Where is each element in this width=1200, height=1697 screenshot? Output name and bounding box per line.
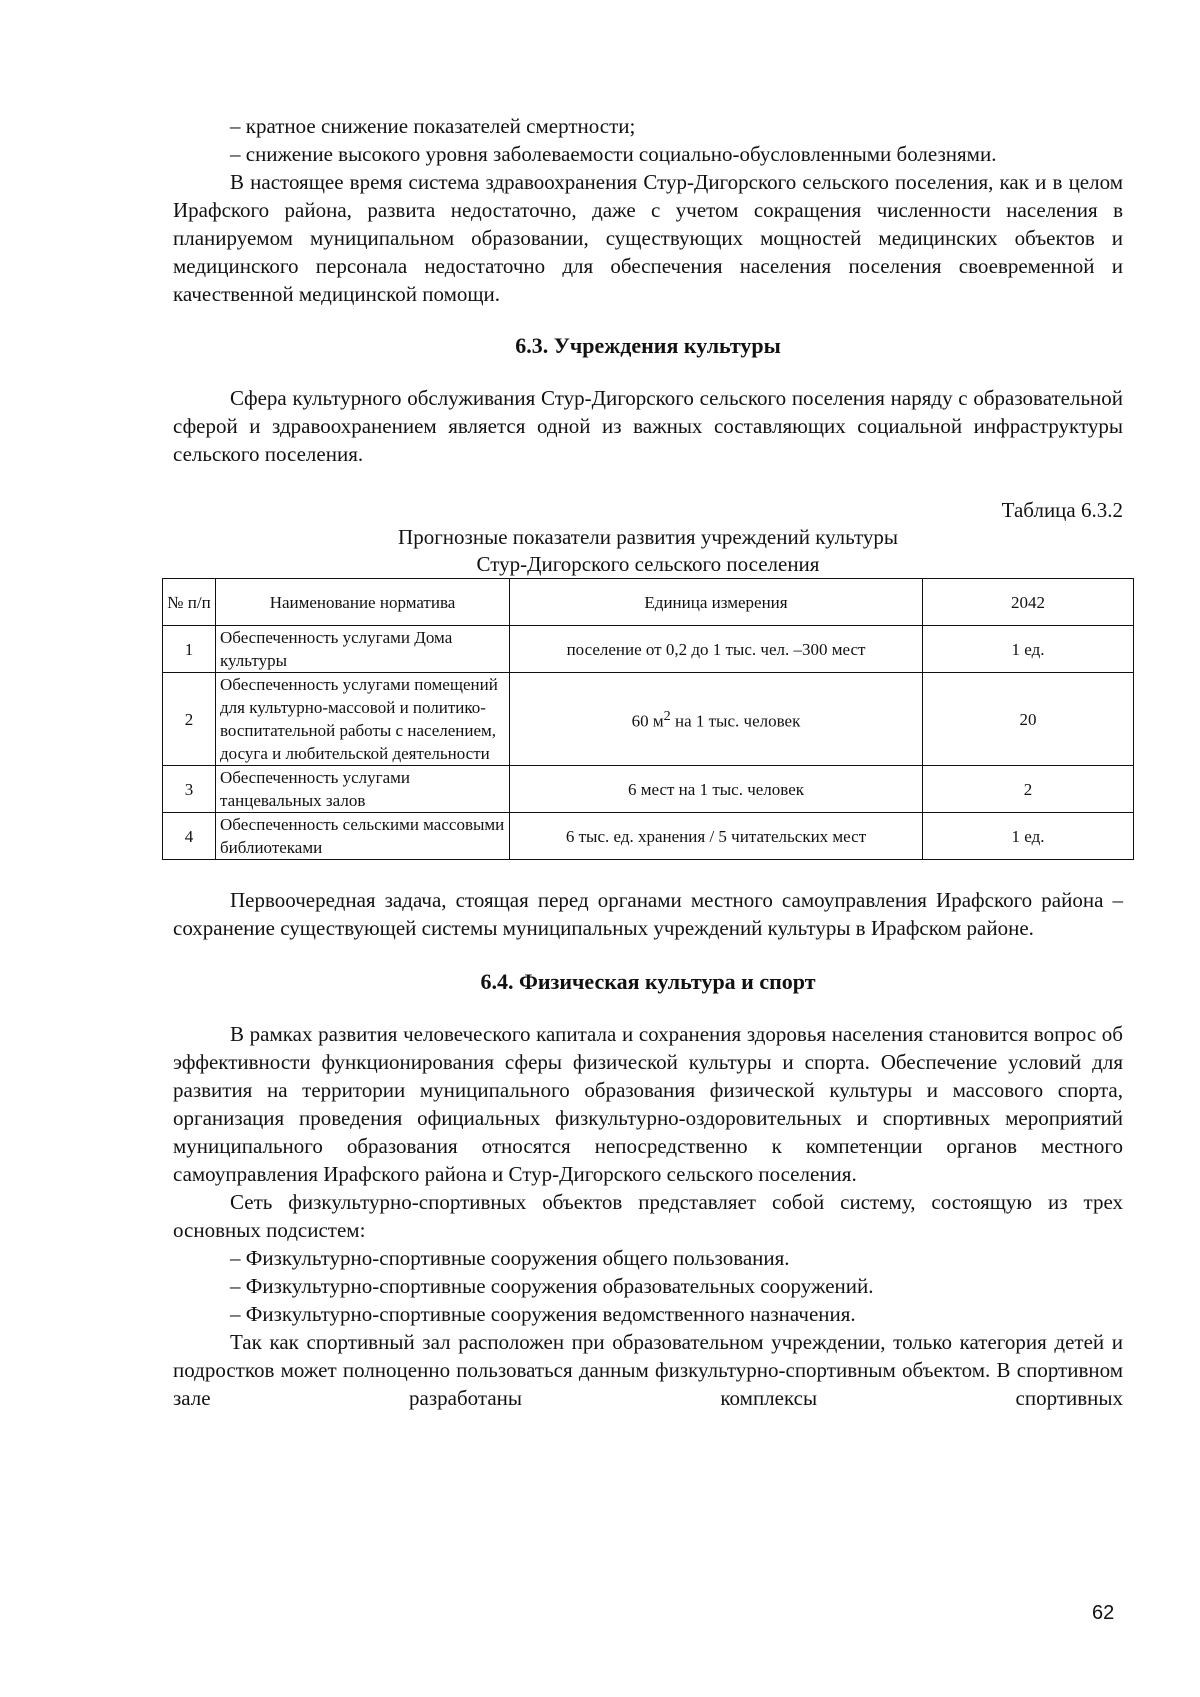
table-header-row xyxy=(163,579,1134,626)
sport-list-item: – Физкультурно-спортивные сооружения ведомственного назначения. xyxy=(230,1302,856,1326)
unit-suffix: на 1 тыс. человек xyxy=(670,711,801,731)
table-row xyxy=(163,673,1134,766)
row-unit: 6 мест на 1 тыс. человек xyxy=(510,766,923,813)
row-num: 1 xyxy=(163,626,216,673)
sport-paragraph: В рамках развития человеческого капитала и сохранения здоровья населения становится вопрос об эффективности функционирования сферы физической культуры и спорта. Обеспечение условий для развития на территории муниципального образования физической культуры и массового спорта, организация проведения официальных физкультурно-оздоровительных и спортивных мероприятий муниципального образования относятся непосредственно к компетенции органов местного самоуправления Ирафского района и Стур-Дигорского сельского поселения. xyxy=(173,1022,1123,1186)
row-value: 2 xyxy=(923,766,1134,813)
row-unit: поселение от 0,2 до 1 тыс. чел. –300 мест xyxy=(510,626,923,673)
healthcare-paragraph: В настоящее время система здравоохранения Стур-Дигорского сельского поселения, как и в целом Ирафского района, развита недостаточно, даже с учетом сокращения численности населения в планируемом муниципальном образовании, существующих мощностей медицинских объектов и медицинского персонала недостаточно для обеспечения населения поселения своевременной и качественной медицинской помощи. xyxy=(173,170,1123,306)
sport-network-paragraph: Сеть физкультурно-спортивных объектов представляет собой систему, состоящую из трех основных подсистем: xyxy=(173,1190,1123,1242)
table-caption-line1: Прогнозные показатели развития учреждений культуры xyxy=(398,525,898,549)
row-value: 20 xyxy=(923,673,1134,766)
table-row xyxy=(163,766,1134,813)
unit-prefix: 60 м xyxy=(631,711,664,731)
culture-task-paragraph: Первоочередная задача, стоящая перед органами местного самоуправления Ирафского района – сохранение существующей системы муниципальных учреждений культуры в Ирафском районе. xyxy=(173,888,1123,940)
row-num: 4 xyxy=(163,813,216,860)
table-number: Таблица 6.3.2 xyxy=(1001,498,1123,522)
page-number: 62 xyxy=(1092,1602,1115,1624)
culture-paragraph: Сфера культурного обслуживания Стур-Дигорского сельского поселения наряду с образовательной сферой и здравоохранением является одной из важных составляющих социальной инфраструктуры сельского поселения. xyxy=(173,386,1123,466)
row-unit: 6 тыс. ед. хранения / 5 читательских мест xyxy=(510,813,923,860)
header-name: Наименование норматива xyxy=(216,579,510,626)
bullet-mortality: – кратное снижение показателей смертности; xyxy=(230,114,636,138)
table-row xyxy=(163,626,1134,673)
document-page xyxy=(167,112,1123,1412)
sport-hall-paragraph: Так как спортивный зал расположен при образовательном учреждении, только категория детей и подростков может полноценно пользоваться данным физкультурно-спортивным объектом. В спортивном зале разработаны комплексы спортивных xyxy=(173,1330,1123,1410)
culture-norms-table xyxy=(162,578,1134,860)
row-value: 1 ед. xyxy=(923,813,1134,860)
sport-list-item: – Физкультурно-спортивные сооружения общего пользования. xyxy=(230,1246,790,1270)
section-title-sport: 6.4. Физическая культура и спорт xyxy=(480,969,816,994)
header-num: № п/п xyxy=(163,579,216,626)
bullet-morbidity: – снижение высокого уровня заболеваемости социально-обусловленными болезнями. xyxy=(230,142,997,166)
row-name: Обеспеченность сельскими массовыми библиотеками xyxy=(216,813,510,860)
sport-list-item: – Физкультурно-спортивные сооружения образовательных сооружений. xyxy=(230,1274,874,1298)
header-value: 2042 xyxy=(923,579,1134,626)
header-unit: Единица измерения xyxy=(510,579,923,626)
table-row xyxy=(163,813,1134,860)
row-name: Обеспеченность услугами помещений для культурно-массовой и политико-воспитательной работы с населением, досуга и любительской деятельности xyxy=(216,673,510,766)
row-num: 2 xyxy=(163,673,216,766)
row-value: 1 ед. xyxy=(923,626,1134,673)
row-unit xyxy=(510,673,923,766)
row-name: Обеспеченность услугами танцевальных залов xyxy=(216,766,510,813)
row-num: 3 xyxy=(163,766,216,813)
unit-superscript: 2 xyxy=(663,708,671,725)
section-title-culture: 6.3. Учреждения культуры xyxy=(515,333,781,358)
row-name: Обеспеченность услугами Дома культуры xyxy=(216,626,510,673)
table-caption-line2: Стур-Дигорского сельского поселения xyxy=(476,552,820,576)
